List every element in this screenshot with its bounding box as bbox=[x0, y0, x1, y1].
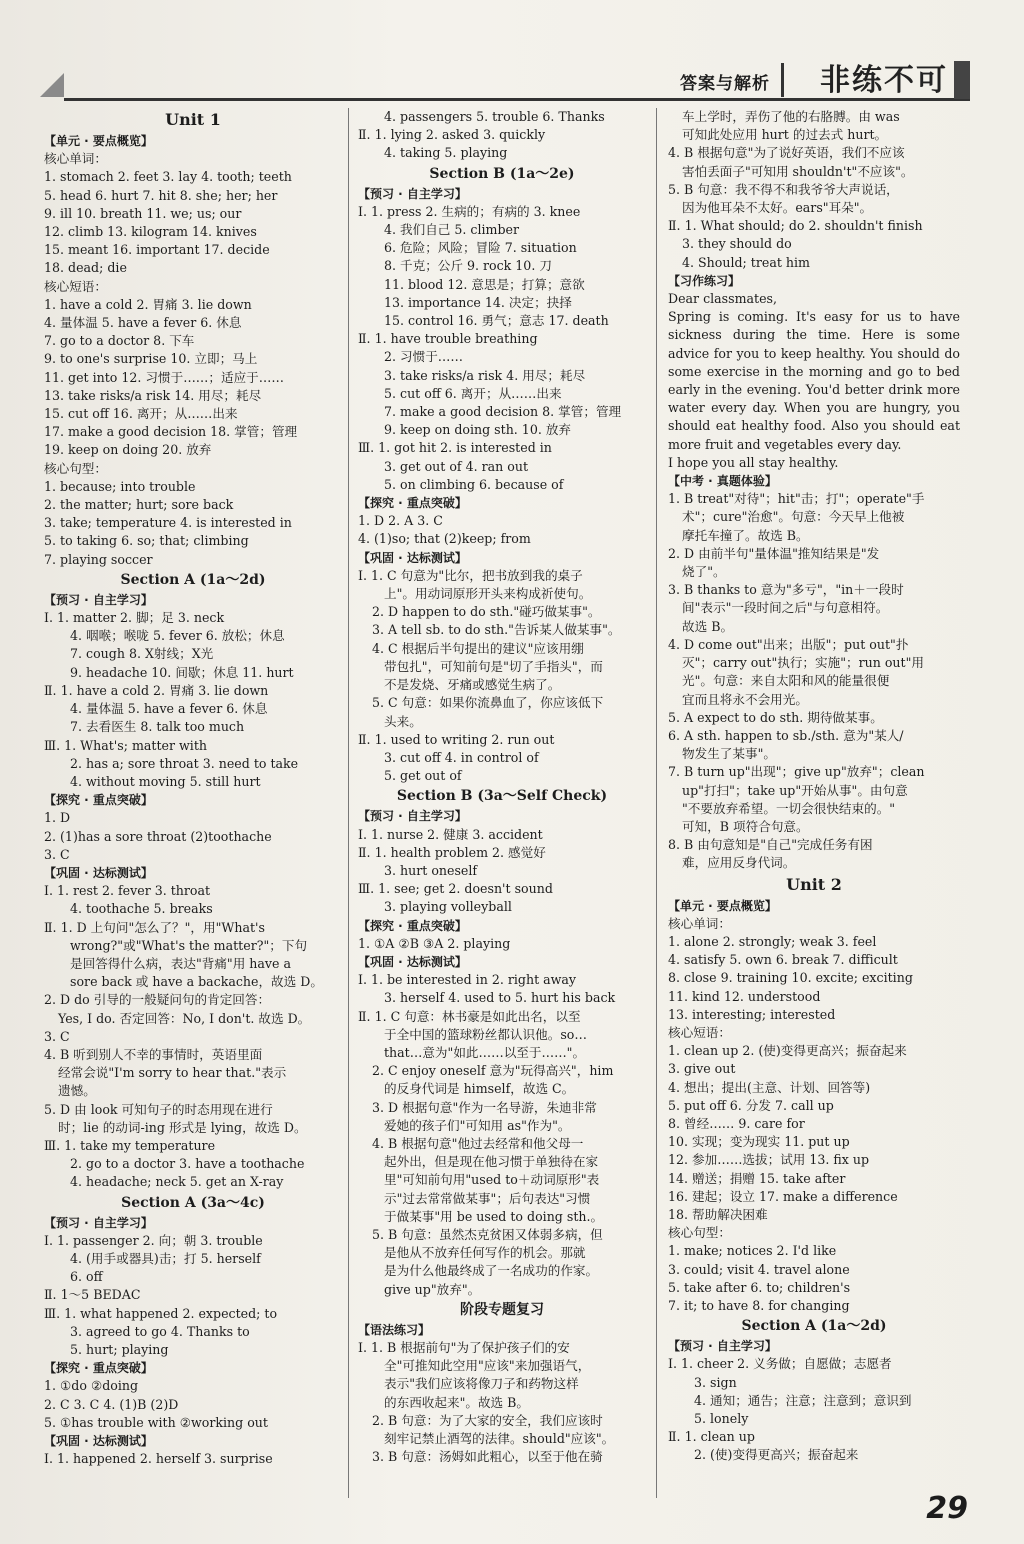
answer-line: 12. climb 13. kilogram 14. knives bbox=[44, 224, 257, 240]
answer-line: 全"可推知此空用"应该"来加强语气， bbox=[384, 1358, 591, 1374]
column-left bbox=[44, 108, 342, 1498]
answer-line: 1. alone 2. strongly; weak 3. feel bbox=[668, 933, 877, 949]
answer-line: 7. go to a doctor 8. 下车 bbox=[44, 333, 195, 349]
answer-line: 3. B 句意：汤姆如此粗心，以至于他在骑 bbox=[372, 1449, 603, 1465]
block-label: 【预习 · 自主学习】 bbox=[358, 809, 467, 824]
corner-triangle bbox=[40, 73, 64, 97]
answer-line: Ⅰ. 1. C 句意为"比尔，把书放到我的桌子 bbox=[358, 567, 583, 583]
answer-line: 难，应用反身代词。 bbox=[682, 855, 796, 871]
answer-line: 起外出，但是现在他习惯于单独待在家 bbox=[384, 1154, 599, 1170]
answer-line: 因为他耳朵不太好。ears"耳朵"。 bbox=[682, 200, 873, 216]
answer-line: 2. C 3. C 4. (1)B (2)D bbox=[44, 1396, 179, 1412]
answer-line: Ⅱ. 1. have trouble breathing bbox=[358, 331, 538, 347]
answer-line: 7. 去看医生 8. talk too much bbox=[70, 719, 245, 735]
answer-line: 4. passengers 5. trouble 6. Thanks bbox=[384, 109, 605, 124]
section-heading: 阶段专题复习 bbox=[460, 1301, 544, 1318]
section-heading: Section B (1a～2e) bbox=[429, 165, 575, 182]
answer-line: 核心单词： bbox=[44, 151, 107, 167]
answer-line: 5. lonely bbox=[694, 1411, 749, 1427]
answer-line: 3. A tell sb. to do sth."告诉某人做某事"。 bbox=[372, 622, 621, 638]
answer-line: 16. 建起；设立 17. make a difference bbox=[668, 1188, 898, 1204]
answer-line: Ⅰ. 1. cheer 2. 义务做；自愿做；志愿者 bbox=[668, 1356, 892, 1372]
answer-line: 的东西收起来"。故选 B。 bbox=[384, 1394, 529, 1410]
column-right bbox=[668, 108, 960, 1498]
answer-line: Ⅱ. 1. clean up bbox=[668, 1429, 755, 1445]
section-heading: Section A (1a～2d) bbox=[120, 571, 266, 588]
answer-line: 2. (使)变得更高兴；振奋起来 bbox=[694, 1447, 859, 1463]
answer-line: up"打扫"；take up"开始从事"。由句意 bbox=[682, 782, 908, 798]
section-title: 答案与解析 bbox=[680, 74, 770, 94]
answer-line: 间"表示"一段时间之后"与句意相符。 bbox=[682, 600, 889, 616]
answer-line: 7. B turn up"出现"；give up"放弃"；clean bbox=[668, 764, 925, 780]
answer-line: 核心句型： bbox=[44, 460, 107, 476]
answer-line: Ⅲ. 1. take my temperature bbox=[44, 1137, 216, 1153]
answer-line: 2. C enjoy oneself 意为"玩得高兴"，him bbox=[372, 1063, 614, 1079]
block-label: 【巩固 · 达标测试】 bbox=[358, 550, 467, 565]
answer-line: 3. give out bbox=[668, 1061, 736, 1077]
block-label: 【预习 · 自主学习】 bbox=[44, 1215, 153, 1230]
block-label: 【预习 · 自主学习】 bbox=[668, 1339, 777, 1354]
answer-line: 3. take risks/a risk 4. 用尽；耗尽 bbox=[384, 367, 586, 383]
answer-line: Ⅱ. 1. D 上句问"怎么了？"，用"What's bbox=[44, 919, 265, 935]
unit-heading: Unit 2 bbox=[786, 874, 842, 894]
answer-line: 3. get out of 4. ran out bbox=[384, 458, 529, 474]
answer-line: 车上学时，弄伤了他的右胳膊。由 was bbox=[682, 109, 900, 124]
answer-line: 4. 想出；提出(主意、计划、回答等) bbox=[668, 1079, 871, 1095]
answer-line: "不要放弃希望。一切会很快结束的。" bbox=[682, 800, 896, 816]
answer-line: Ⅰ. 1. press 2. 生病的；有病的 3. knee bbox=[358, 203, 581, 219]
block-label: 【预习 · 自主学习】 bbox=[44, 592, 153, 607]
answer-line: Ⅰ. 1. matter 2. 脚；足 3. neck bbox=[44, 610, 225, 626]
answer-line: 2. B 句意：为了大家的安全，我们应该时 bbox=[372, 1412, 603, 1428]
answer-line: 4. C 根据后半句提出的建议"应该用绷 bbox=[372, 640, 584, 656]
answer-line: 摩托车撞了。故选 B。 bbox=[682, 527, 809, 543]
answer-line: 15. control 16. 勇气；意志 17. death bbox=[384, 313, 609, 329]
answer-line: 里"可知前句用"used to＋动词原形"表 bbox=[384, 1172, 600, 1188]
answer-line: 1. ①A ②B ③A 2. playing bbox=[358, 935, 511, 951]
answer-line: 的反身代词是 himself，故选 C。 bbox=[384, 1081, 575, 1097]
answer-line: 5. hurt; playing bbox=[70, 1342, 169, 1357]
column-divider-right bbox=[656, 108, 657, 1498]
answer-line: Dear classmates, bbox=[668, 291, 778, 307]
answer-line: 3. agreed to go 4. Thanks to bbox=[70, 1323, 250, 1339]
answer-line: 1. D 2. A 3. C bbox=[358, 513, 443, 529]
answer-line: 遗憾。 bbox=[58, 1083, 96, 1099]
answer-line: 4. B 根据句意"为了说好英语，我们不应该 bbox=[668, 145, 905, 161]
answer-line: 4. D come out"出来；出版"；put out"扑 bbox=[668, 636, 909, 652]
answer-line: 11. kind 12. understood bbox=[668, 988, 821, 1004]
answer-line: 19. keep on doing 20. 放弃 bbox=[44, 442, 212, 458]
answer-line: 13. interesting; interested bbox=[668, 1006, 836, 1022]
answer-line: 7. make a good decision 8. 掌管；管理 bbox=[384, 404, 622, 420]
answer-line: Ⅲ. 1. What's; matter with bbox=[44, 737, 207, 753]
answer-line: 3. sign bbox=[694, 1374, 737, 1390]
answer-line: 表示"我们应该将像刀子和药物这样 bbox=[384, 1376, 579, 1392]
answer-line: 4. B 根据句意"他过去经常和他父母一 bbox=[372, 1135, 584, 1151]
answer-line: 4. 量体温 5. have a fever 6. 休息 bbox=[70, 701, 268, 717]
answer-line: 10. 实现；变为现实 11. put up bbox=[668, 1134, 850, 1150]
answer-line: 不是发烧、牙痛或感觉生病了。 bbox=[384, 677, 561, 693]
essay-paragraph: Spring is coming. It's easy for us to have sickness during the time. Here is some advice for you to keep healthy. You should do some exercise in the morning and go to bed early in the evening. You'd better drink more water every day. When you are hungry, you should eat healthy food. Also you should eat more fruit and vegetables every day. bbox=[668, 309, 960, 452]
answer-line: 2. D 由前半句"量体温"推知结果是"发 bbox=[668, 545, 880, 561]
answer-line: 于全中国的篮球粉丝都认识他。so… bbox=[384, 1026, 587, 1042]
answer-line: 5. D 由 look 可知句子的时态用现在进行 bbox=[44, 1101, 273, 1117]
answer-line: 5. cut off 6. 离开；从……出来 bbox=[384, 385, 562, 401]
answer-line: sore back 或 have a backache，故选 D。 bbox=[70, 974, 323, 990]
answer-line: 4. satisfy 5. own 6. break 7. difficult bbox=[668, 952, 898, 968]
answer-line: 4. 我们自己 5. climber bbox=[384, 222, 520, 238]
answer-line: Ⅰ. 1. happened 2. herself 3. surprise bbox=[44, 1451, 273, 1467]
answer-line: 3. C bbox=[44, 846, 70, 862]
answer-line: Ⅲ. 1. see; get 2. doesn't sound bbox=[358, 881, 553, 897]
answer-line: 核心单词： bbox=[668, 915, 731, 931]
answer-line: 上"。用动词原形开头来构成祈使句。 bbox=[384, 586, 592, 602]
answer-line: 1. D bbox=[44, 810, 71, 826]
answer-line: 是回答得什么病，表达"背痛"用 have a bbox=[70, 955, 292, 971]
answer-line: Ⅱ. 1. have a cold 2. 胃痛 3. lie down bbox=[44, 682, 269, 698]
answer-line: Ⅱ. 1. C 句意：林书豪是如此出名，以至 bbox=[358, 1008, 581, 1024]
answer-line: 6. 危险；风险；冒险 7. situation bbox=[384, 240, 577, 256]
block-label: 【巩固 · 达标测试】 bbox=[44, 1434, 153, 1449]
page-number: 29 bbox=[926, 1491, 968, 1526]
block-label: 【巩固 · 达标测试】 bbox=[44, 865, 153, 880]
section-heading: Section A (3a～4c) bbox=[121, 1194, 265, 1211]
answer-line: 3. take; temperature 4. is interested in bbox=[44, 515, 292, 531]
answer-line: 13. take risks/a risk 14. 用尽；耗尽 bbox=[44, 387, 262, 403]
answer-line: 7. it; to have 8. for changing bbox=[668, 1298, 850, 1313]
answer-line: 5. head 6. hurt 7. hit 8. she; her; her bbox=[44, 187, 278, 203]
answer-line: 故选 B。 bbox=[682, 618, 734, 634]
answer-line: Ⅱ. 1. health problem 2. 感觉好 bbox=[358, 844, 546, 860]
answer-line: Ⅲ. 1. what happened 2. expected; to bbox=[44, 1305, 278, 1321]
answer-line: 是他从不放弃任何写作的机会。那就 bbox=[384, 1245, 586, 1261]
brand-block bbox=[954, 61, 970, 99]
column-middle bbox=[358, 108, 646, 1498]
column-divider-left bbox=[348, 108, 349, 1498]
answer-line: 1. because; into trouble bbox=[44, 478, 196, 494]
answer-line: 5. to taking 6. so; that; climbing bbox=[44, 533, 249, 549]
answer-line: Ⅰ. 1. rest 2. fever 3. throat bbox=[44, 883, 211, 899]
answer-line: 宜而且将永不会用光。 bbox=[682, 691, 808, 707]
answer-line: 5. B 句意：我不得不和我爷爷大声说话， bbox=[668, 181, 899, 197]
answer-line: 6. off bbox=[70, 1269, 103, 1285]
answer-line: 1. have a cold 2. 胃痛 3. lie down bbox=[44, 296, 252, 312]
answer-line: 8. B 由句意知是"自己"完成任务有困 bbox=[668, 837, 873, 853]
answer-line: 9. keep on doing sth. 10. 放弃 bbox=[384, 422, 572, 438]
answer-line: 4. B 听到别人不幸的事情时，英语里面 bbox=[44, 1046, 263, 1062]
answer-line: 4. taking 5. playing bbox=[384, 145, 508, 161]
answer-line: 5. take after 6. to; children's bbox=[668, 1279, 851, 1295]
answer-line: 12. 参加……选拔；试用 13. fix up bbox=[668, 1152, 870, 1168]
answer-line: Ⅰ. 1. be interested in 2. right away bbox=[358, 972, 577, 988]
answer-line: 示"过去常常做某事"；后句表达"习惯 bbox=[384, 1190, 591, 1206]
answer-line: 核心句型： bbox=[668, 1225, 731, 1241]
block-label: 【探究 · 重点突破】 bbox=[44, 1361, 153, 1376]
answer-line: 4. 咽喉；喉咙 5. fever 6. 放松；休息 bbox=[70, 628, 285, 644]
answer-line: 5. put off 6. 分发 7. call up bbox=[668, 1097, 834, 1113]
answer-line: Ⅲ. 1. got hit 2. is interested in bbox=[358, 440, 552, 456]
answer-line: 1. stomach 2. feet 3. lay 4. tooth; teeth bbox=[44, 169, 292, 185]
answer-line: 5. B 句意：虽然杰克贫困又体弱多病，但 bbox=[372, 1226, 603, 1242]
answer-line: 3. could; visit 4. travel alone bbox=[668, 1261, 850, 1277]
answer-line: 5. get out of bbox=[384, 768, 462, 784]
answer-line: 2. 习惯于…… bbox=[384, 349, 463, 365]
brand-logo: 非练不可 bbox=[820, 63, 948, 98]
answer-line: 2. D happen to do sth."碰巧做某事"。 bbox=[372, 604, 601, 620]
answer-line: 2. the matter; hurt; sore back bbox=[44, 497, 234, 513]
answer-line: 4. Should; treat him bbox=[682, 254, 810, 270]
answer-line: 3. they should do bbox=[682, 236, 792, 252]
block-label: 【习作练习】 bbox=[668, 273, 741, 288]
answer-line: 4. (用手或器具)击；打 5. herself bbox=[70, 1250, 261, 1266]
answer-line: give up"放弃"。 bbox=[384, 1281, 481, 1297]
answer-line: Ⅰ. 1. nurse 2. 健康 3. accident bbox=[358, 826, 543, 842]
block-label: 【语法练习】 bbox=[358, 1322, 431, 1337]
answer-line: 害怕丢面子"可知用 shouldn't"不应该"。 bbox=[682, 163, 914, 179]
block-label: 【单元 · 要点概览】 bbox=[44, 134, 153, 148]
answer-line: 8. 千克；公斤 9. rock 10. 刀 bbox=[384, 258, 552, 274]
answer-line: Ⅰ. 1. B 根据前句"为了保护孩子们的安 bbox=[358, 1340, 570, 1355]
answer-line: 15. cut off 16. 离开；从……出来 bbox=[44, 406, 238, 422]
section-heading: Section B (3a～Self Check) bbox=[396, 788, 608, 805]
answer-line: 14. 赠送；捐赠 15. take after bbox=[668, 1170, 846, 1186]
block-label: 【探究 · 重点突破】 bbox=[44, 793, 153, 808]
answer-line: 术"；cure"治愈"。句意：今天早上他被 bbox=[682, 509, 905, 525]
answer-line: 3. cut off 4. in control of bbox=[384, 749, 539, 765]
answer-line: 头来。 bbox=[384, 713, 422, 729]
answer-line: 3. hurt oneself bbox=[384, 862, 478, 878]
block-label: 【巩固 · 达标测试】 bbox=[358, 954, 467, 969]
answer-line: 刻牢记禁止酒驾的法律。should"应该"。 bbox=[384, 1431, 615, 1447]
answer-line: that…意为"如此……以至于……"。 bbox=[384, 1044, 586, 1060]
answer-line: 11. blood 12. 意思是；打算；意欲 bbox=[384, 276, 585, 292]
answer-line: 经常会说"I'm sorry to hear that."表示 bbox=[58, 1065, 287, 1081]
answer-line: 带包扎"，可知前句是"切了手指头"，而 bbox=[384, 658, 603, 674]
answer-line: 1. B treat"对待"；hit"击；打"；operate"手 bbox=[668, 491, 925, 507]
block-label: 【单元 · 要点概览】 bbox=[668, 898, 777, 913]
answer-line: 17. make a good decision 18. 掌管；管理 bbox=[44, 424, 298, 440]
answer-line: 18. dead; die bbox=[44, 260, 127, 276]
answer-line: 5. ①has trouble with ②working out bbox=[44, 1414, 268, 1430]
answer-line: 3. B thanks to 意为"多亏"，"in＋一段时 bbox=[668, 582, 904, 598]
answer-line: 爱她的孩子们"可知用 as"作为"。 bbox=[384, 1117, 571, 1133]
unit-heading: Unit 1 bbox=[165, 110, 221, 129]
answer-line: 是为什么他最终成了一名成功的作家。 bbox=[384, 1263, 599, 1279]
answer-line: 9. headache 10. 间歇；休息 11. hurt bbox=[70, 664, 294, 680]
answer-line: 2. has a; sore throat 3. need to take bbox=[70, 755, 299, 771]
answer-line: 13. importance 14. 决定；抉择 bbox=[384, 294, 572, 310]
answer-line: I hope you all stay healthy. bbox=[668, 454, 839, 470]
answer-line: 9. ill 10. breath 11. we; us; our bbox=[44, 205, 242, 221]
answer-line: 3. D 根据句意"作为一名导游，朱迪非常 bbox=[372, 1099, 597, 1115]
section-heading: Section A (1a～2d) bbox=[741, 1318, 887, 1335]
answer-line: 3. playing volleyball bbox=[384, 899, 512, 915]
answer-line: 11. get into 12. 习惯于……；适应于…… bbox=[44, 369, 284, 385]
block-label: 【中考 · 真题体验】 bbox=[668, 474, 777, 489]
answer-line: 1. make; notices 2. I'd like bbox=[668, 1243, 837, 1259]
header-divider bbox=[781, 63, 784, 97]
answer-line: 4. 通知；通告；注意；注意到；意识到 bbox=[694, 1392, 912, 1408]
answer-line: 4. without moving 5. still hurt bbox=[70, 773, 261, 789]
answer-line: 灭"；carry out"执行；实施"；run out"用 bbox=[682, 655, 924, 671]
answer-line: 4. toothache 5. breaks bbox=[70, 901, 213, 917]
answer-line: Ⅱ. 1～5 BEDAC bbox=[44, 1287, 141, 1303]
answer-line: 2. go to a doctor 3. have a toothache bbox=[70, 1156, 305, 1172]
answer-line: Ⅱ. 1. used to writing 2. run out bbox=[358, 731, 555, 747]
answer-line: 4. (1)so; that (2)keep; from bbox=[358, 531, 531, 547]
answer-line: 6. A sth. happen to sb./sth. 意为"某人/ bbox=[668, 727, 904, 743]
answer-line: 2. (1)has a sore throat (2)toothache bbox=[44, 828, 272, 844]
answer-line: 可知此处应用 hurt 的过去式 hurt。 bbox=[682, 127, 888, 143]
answer-line: 15. meant 16. important 17. decide bbox=[44, 242, 270, 258]
page-header bbox=[40, 55, 970, 101]
answer-line: Yes, I do. 否定回答：No, I don't. 故选 D。 bbox=[58, 1010, 311, 1026]
answer-line: 5. A expect to do sth. 期待做某事。 bbox=[668, 709, 883, 725]
answer-line: 3. C bbox=[44, 1028, 70, 1044]
block-label: 【探究 · 重点突破】 bbox=[358, 496, 467, 511]
answer-line: 光"。句意：来自太阳和风的能量很便 bbox=[682, 673, 890, 689]
answer-line: 8. close 9. training 10. excite; exciting bbox=[668, 970, 913, 986]
answer-line: 4. headache; neck 5. get an X-ray bbox=[70, 1174, 284, 1190]
answer-line: Ⅱ. 1. lying 2. asked 3. quickly bbox=[358, 127, 546, 143]
answer-line: 9. to one's surprise 10. 立即；马上 bbox=[44, 351, 258, 367]
answer-line: Ⅱ. 1. What should; do 2. shouldn't finish bbox=[668, 218, 923, 234]
answer-line: 8. 曾经…… 9. care for bbox=[668, 1115, 805, 1131]
answer-line: 1. ①do ②doing bbox=[44, 1378, 139, 1394]
answer-line: 5. C 句意：如果你流鼻血了，你应该低下 bbox=[372, 695, 604, 711]
answer-line: 核心短语： bbox=[668, 1024, 731, 1040]
answer-line: 核心短语： bbox=[44, 278, 107, 294]
answer-line: 时；lie 的动词-ing 形式是 lying，故选 D。 bbox=[58, 1119, 307, 1135]
answer-line: 18. 帮助解决困难 bbox=[668, 1206, 768, 1222]
answer-line: wrong?"或"What's the matter?"；下句 bbox=[70, 937, 308, 953]
answer-line: 7. cough 8. X射线；X光 bbox=[70, 646, 214, 662]
answer-line: 烧了"。 bbox=[682, 564, 726, 580]
answer-line: 1. clean up 2. (使)变得更高兴；振奋起来 bbox=[668, 1043, 907, 1059]
answer-line: 7. playing soccer bbox=[44, 551, 153, 567]
answer-line: 物发生了某事"。 bbox=[682, 746, 776, 762]
answer-line: Ⅰ. 1. passenger 2. 向；朝 3. trouble bbox=[44, 1232, 263, 1248]
answer-line: 3. herself 4. used to 5. hurt his back bbox=[384, 990, 616, 1006]
answer-line: 可知，B 项符合句意。 bbox=[682, 818, 809, 834]
answer-line: 5. on climbing 6. because of bbox=[384, 476, 564, 492]
answer-line: 4. 量体温 5. have a fever 6. 休息 bbox=[44, 315, 242, 331]
block-label: 【探究 · 重点突破】 bbox=[358, 918, 467, 933]
answer-line: 于做某事"用 be used to doing sth.。 bbox=[384, 1208, 604, 1224]
block-label: 【预习 · 自主学习】 bbox=[358, 186, 467, 201]
answer-line: 2. D do 引导的一般疑问句的肯定回答： bbox=[44, 992, 271, 1008]
